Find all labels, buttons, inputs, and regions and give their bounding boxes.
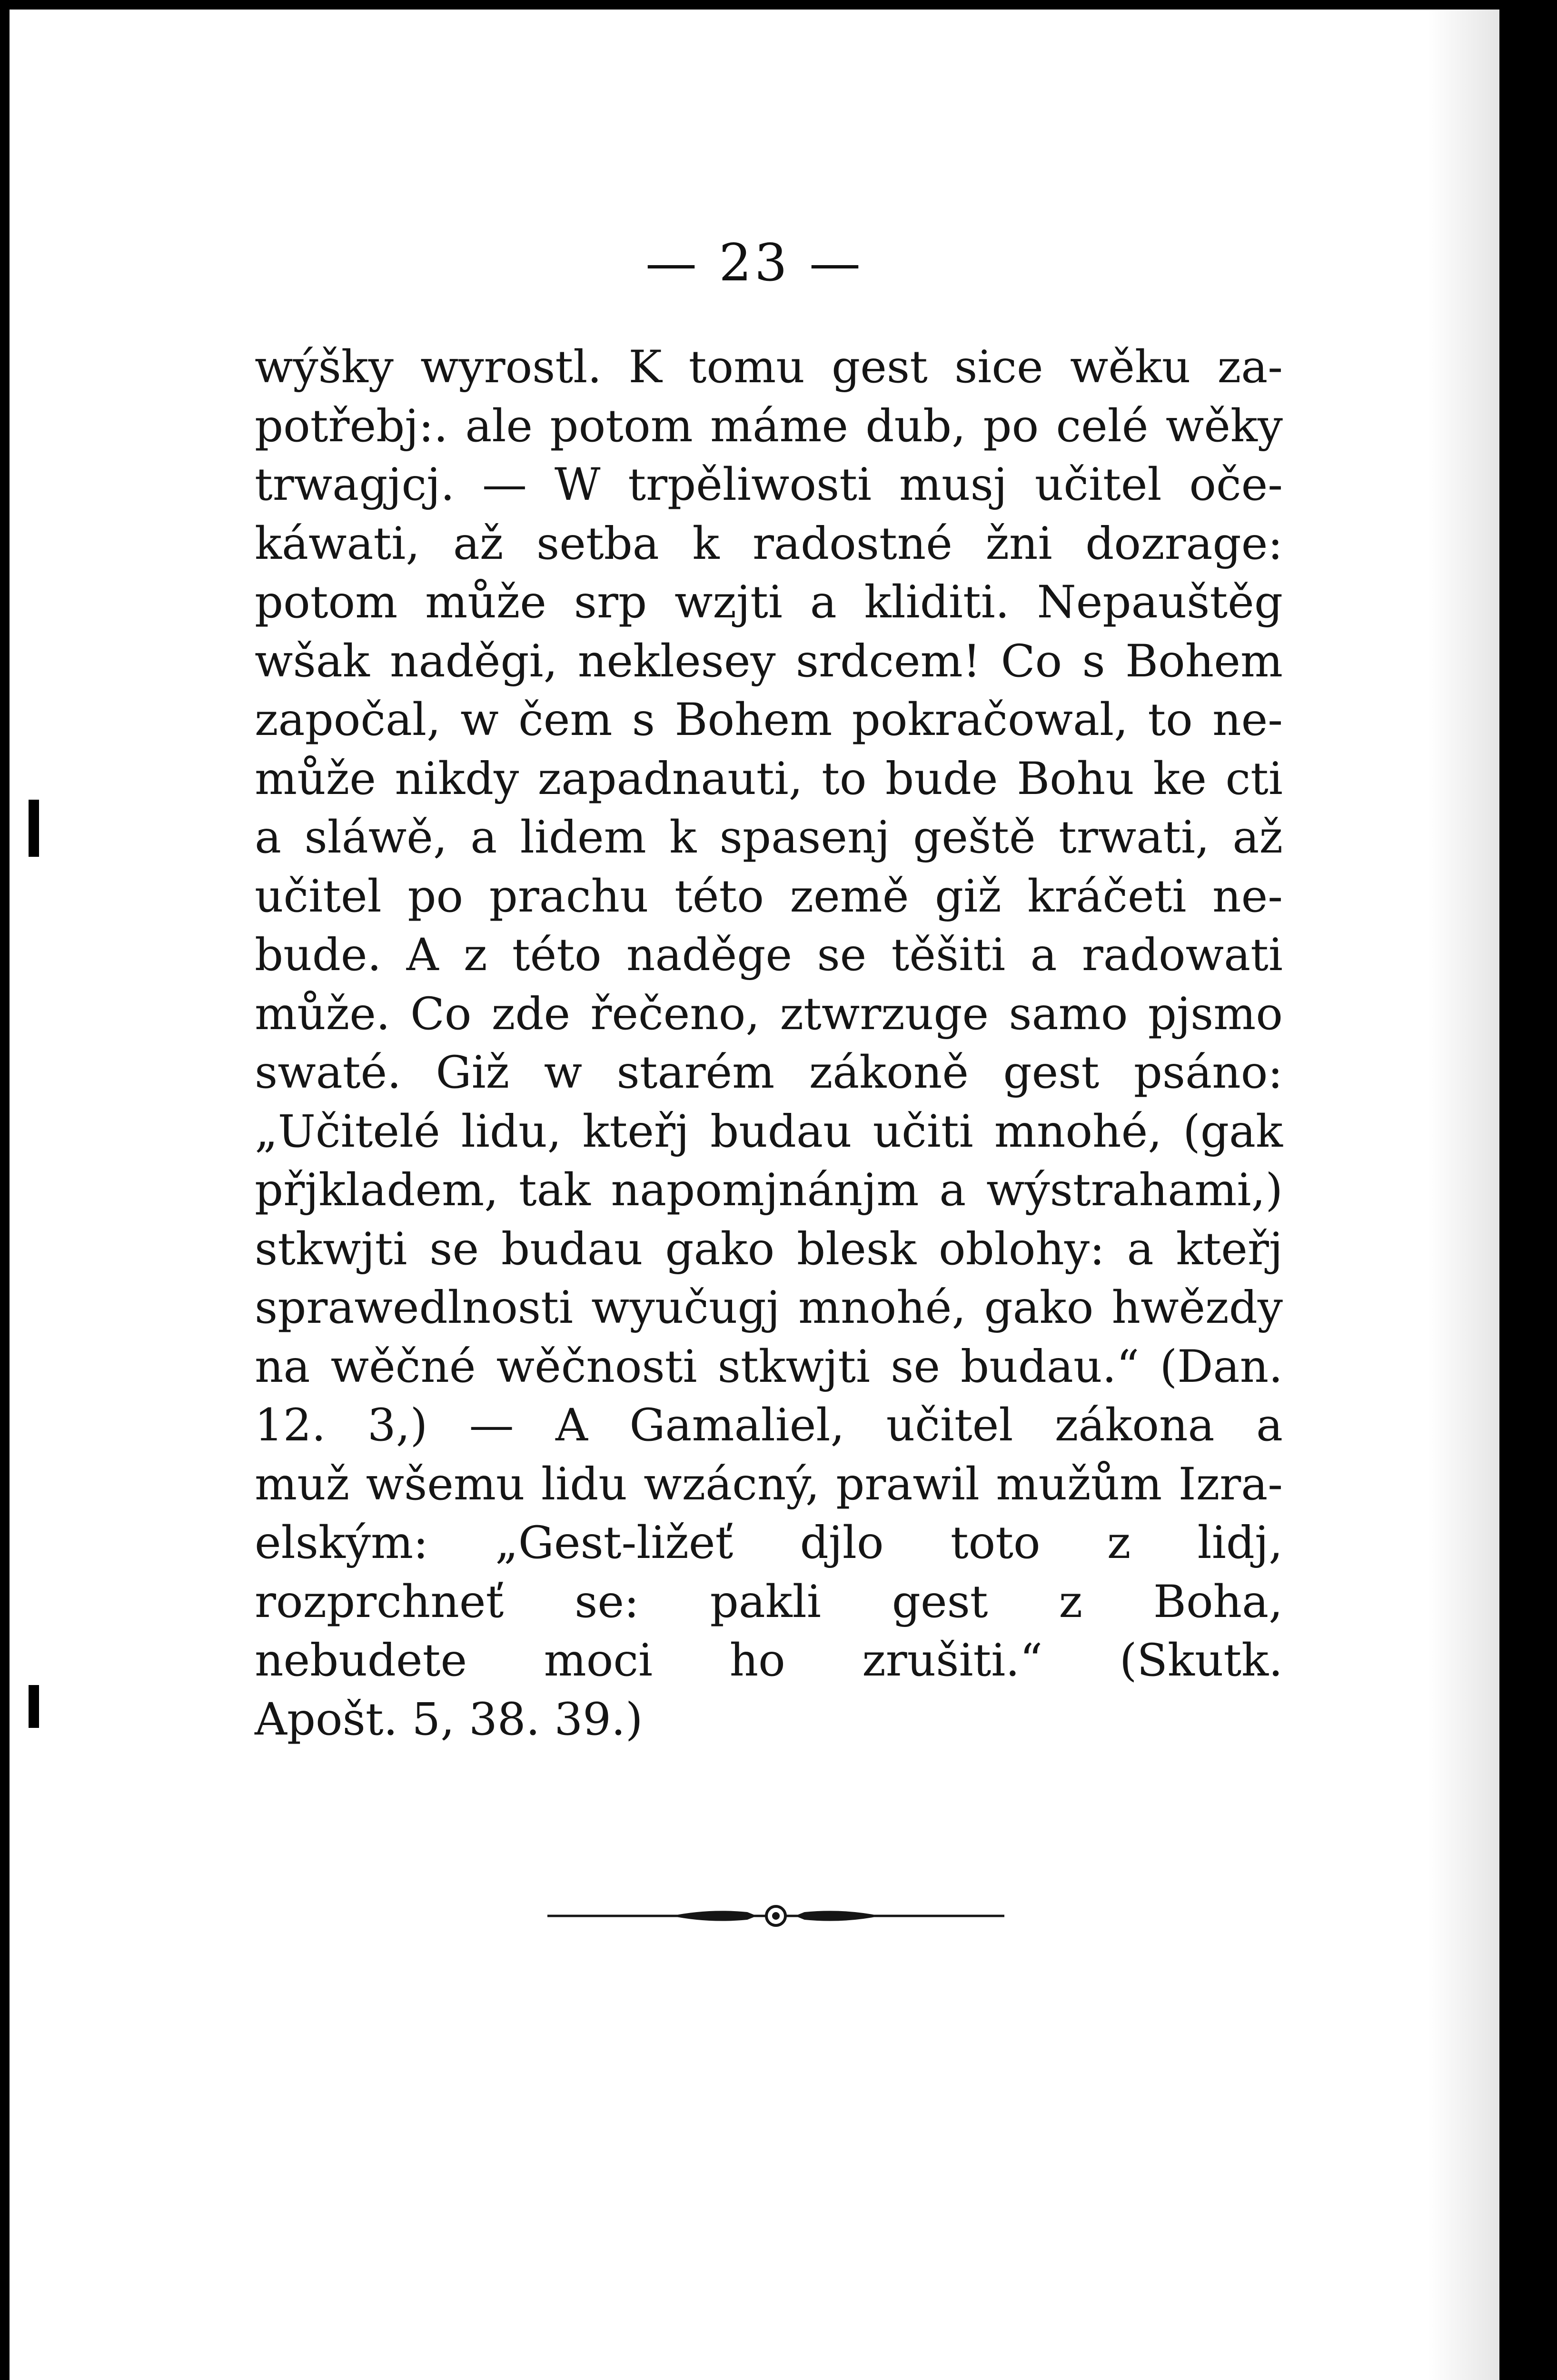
text-line: stkwjti se budau gako blesk oblohy: a kteřj (255, 1223, 1283, 1275)
text-line: může nikdy zapadnauti, to bude Bohu ke cti (255, 753, 1283, 805)
body-text (255, 338, 1283, 1749)
book-page (10, 10, 1499, 2380)
page-number: — 23 — (645, 233, 864, 293)
text-line: na wěčné wěčnosti stkwjti se budau.“ (Dan. (255, 1340, 1283, 1393)
text-line: káwati, až setba k radostné žni dozrage: (255, 517, 1283, 570)
page-edge-shadow (1428, 10, 1499, 2380)
divider-ornament-icon (547, 1902, 1004, 1930)
margin-mark (29, 800, 39, 857)
text-line: započal, w čem s Bohem pokračowal, to ne- (255, 694, 1283, 746)
text-line: bude. A z této naděge se těšiti a radowati (255, 929, 1283, 981)
text-line: elským: „Gest-ližeť djlo toto z lidj, (255, 1517, 1283, 1569)
text-line: Apošt. 5, 38. 39.) (255, 1693, 643, 1745)
text-line: může. Co zde řečeno, ztwrzuge samo pjsmo (255, 988, 1283, 1040)
text-line: wýšky wyrostl. K tomu gest sice wěku za- (255, 341, 1283, 393)
margin-mark (29, 1685, 39, 1728)
text-line: a sláwě, a lidem k spasenj geště trwati, až (255, 812, 1283, 863)
text-line: wšak naděgi, neklesey srdcem! Co s Bohem (255, 635, 1283, 687)
text-line: rozprchneť se: pakli gest z Boha, (255, 1576, 1283, 1628)
text-line: „Učitelé lidu, kteřj budau učiti mnohé, (gak (255, 1105, 1283, 1158)
text-line: přjkladem, tak napomjnánjm a wýstrahami,) (255, 1164, 1283, 1216)
text-line: 12. 3,) — A Gamaliel, učitel zákona a (255, 1399, 1283, 1451)
text-line: swaté. Giž w starém zákoně gest psáno: (255, 1047, 1283, 1099)
text-line: nebudete moci ho zrušiti.“ (Skutk. (255, 1635, 1283, 1686)
text-line: potřebj:. ale potom máme dub, po celé wěky (255, 400, 1283, 452)
text-line: sprawedlnosti wyučugj mnohé, gako hwězdy (255, 1282, 1283, 1334)
text-line: muž wšemu lidu wzácný, prawil mužům Izra- (255, 1458, 1283, 1510)
text-line: potom může srp wzjti a kliditi. Nepauštěg (255, 576, 1283, 628)
text-line: učitel po prachu této země giž kráčeti ne- (255, 870, 1283, 922)
text-line: trwagjcj. — W trpěliwosti musj učitel oče- (255, 459, 1283, 511)
